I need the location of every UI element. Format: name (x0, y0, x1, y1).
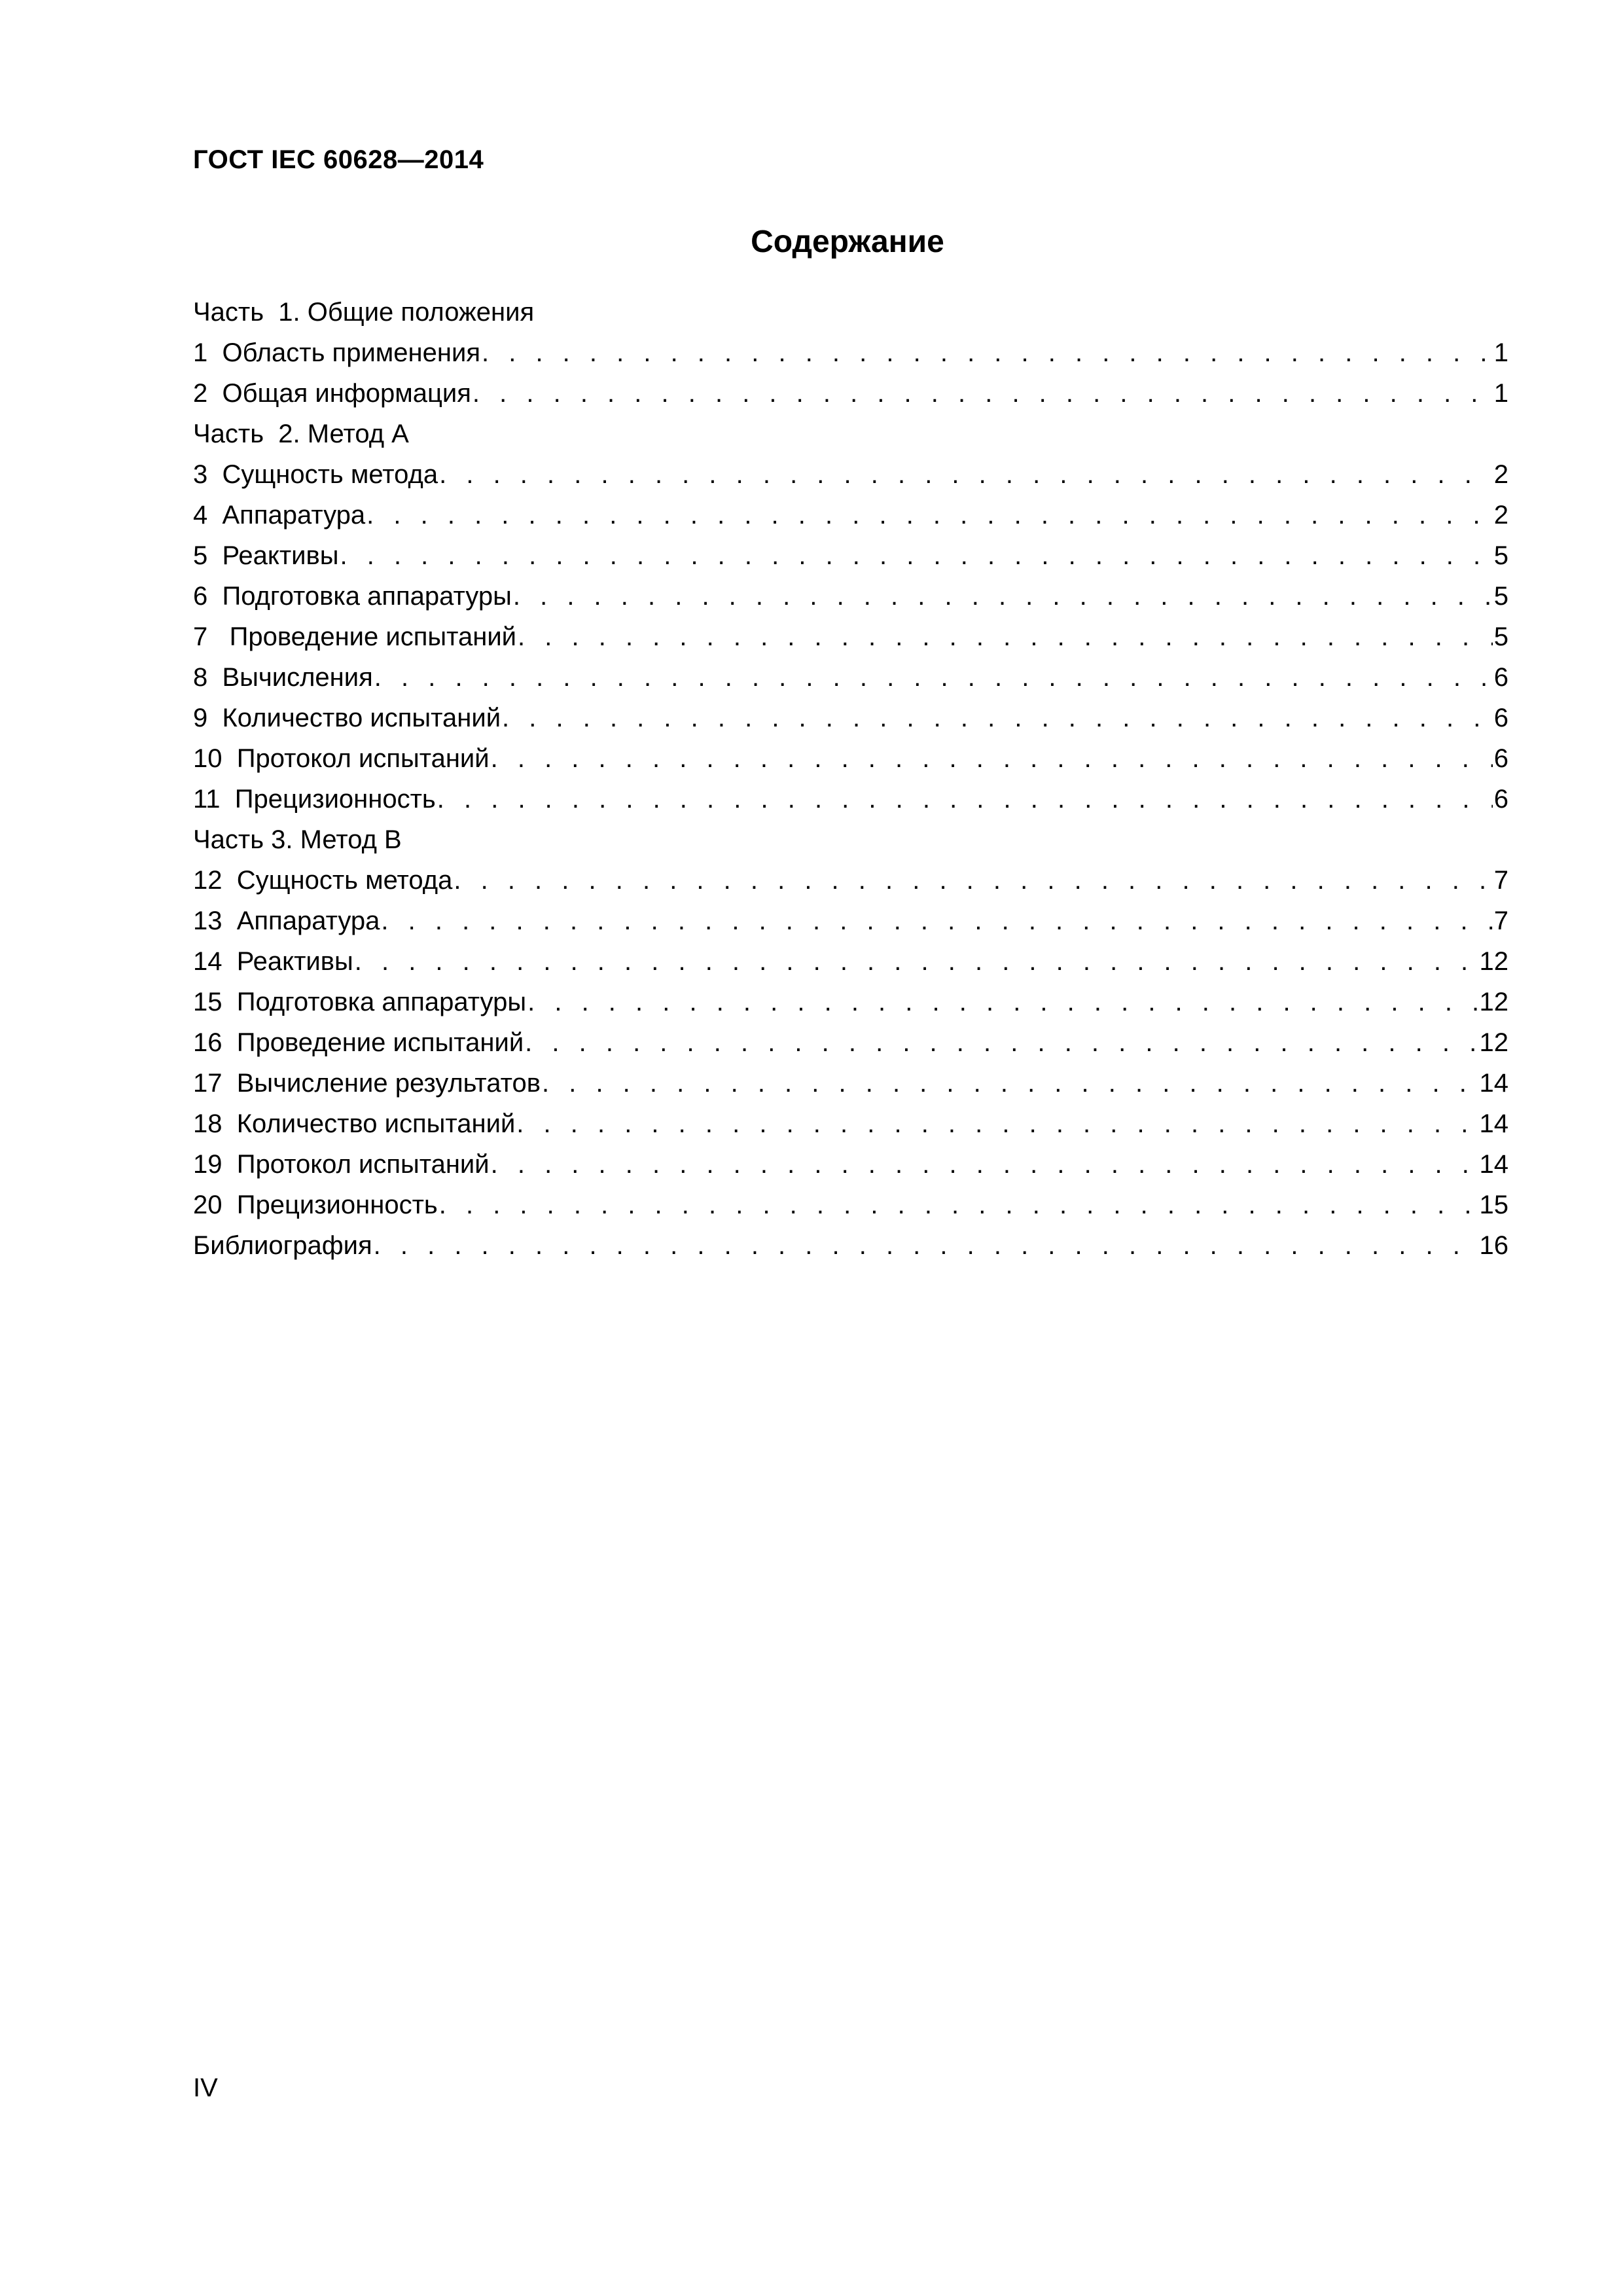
toc-entry-page: 1 (1493, 338, 1508, 367)
toc-entry-label: 17 Вычисление результатов (193, 1069, 541, 1098)
toc-entry[interactable] (193, 1225, 1508, 1266)
toc-entry-label: 15 Подготовка аппаратуры (193, 988, 527, 1016)
toc-entry-label: 16 Проведение испытаний (193, 1028, 524, 1057)
toc-entry-label: 3 Сущность метода (193, 460, 438, 489)
toc-entry-label: 14 Реактивы (193, 947, 353, 976)
toc-entry[interactable] (193, 860, 1508, 901)
toc-dot-leader (491, 1144, 1478, 1185)
toc-entry-label: 18 Количество испытаний (193, 1109, 516, 1138)
toc-entry[interactable] (193, 941, 1508, 982)
toc-dot-leader (340, 535, 1493, 576)
toc-entry[interactable] (193, 535, 1508, 576)
toc-entry-page: 15 (1479, 1191, 1508, 1219)
toc-entry-label: 5 Реактивы (193, 541, 339, 570)
toc-entry-label: 13 Аппаратура (193, 906, 380, 935)
toc-entry[interactable] (193, 738, 1508, 779)
toc-entry-page: 7 (1493, 866, 1508, 895)
toc-title: Содержание (751, 224, 944, 259)
toc-entry-label: 6 Подготовка аппаратуры (193, 582, 512, 611)
toc-dot-leader (513, 576, 1493, 617)
toc-dot-leader (542, 1063, 1478, 1103)
toc-part-heading: Часть 2. Метод А (193, 420, 409, 448)
toc-dot-leader (502, 698, 1493, 738)
standard-code: ГОСТ IEC 60628—2014 (193, 145, 484, 174)
toc-part-heading: Часть 1. Общие положения (193, 298, 535, 327)
toc-entry-label: 7 Проведение испытаний (193, 622, 517, 651)
toc-entry[interactable] (193, 1185, 1508, 1225)
toc-entry-label: 2 Общая информация (193, 379, 471, 408)
toc-entry-page: 14 (1479, 1150, 1508, 1179)
toc-dot-leader (437, 779, 1493, 819)
table-of-contents (193, 292, 1508, 1266)
toc-entry-label: 8 Вычисления (193, 663, 373, 692)
toc-entry[interactable] (193, 1144, 1508, 1185)
toc-dot-leader (527, 982, 1478, 1022)
toc-entry[interactable] (193, 901, 1508, 941)
toc-dot-leader (473, 373, 1493, 414)
toc-entry-page: 12 (1479, 988, 1508, 1016)
toc-dot-leader (491, 738, 1493, 779)
toc-entry[interactable] (193, 698, 1508, 738)
toc-dot-leader (439, 454, 1493, 495)
toc-dot-leader (374, 657, 1493, 698)
toc-entry[interactable] (193, 495, 1508, 535)
toc-entry-page: 6 (1493, 744, 1508, 773)
toc-entry-page: 12 (1479, 1028, 1508, 1057)
toc-entry[interactable] (193, 1103, 1508, 1144)
toc-entry-page: 5 (1493, 622, 1508, 651)
toc-entry-page: 6 (1493, 663, 1508, 692)
toc-entry-label: 19 Протокол испытаний (193, 1150, 490, 1179)
toc-entry-label: 10 Протокол испытаний (193, 744, 490, 773)
toc-entry-page: 1 (1493, 379, 1508, 408)
toc-dot-leader (454, 860, 1492, 901)
toc-dot-leader (439, 1185, 1478, 1225)
toc-entry[interactable] (193, 657, 1508, 698)
toc-dot-leader (482, 332, 1493, 373)
toc-entry-page: 2 (1493, 501, 1508, 529)
toc-dot-leader (516, 1103, 1478, 1144)
toc-dot-leader (381, 901, 1492, 941)
page-number: IV (193, 2073, 218, 2102)
toc-entry-page: 16 (1479, 1231, 1508, 1260)
toc-entry[interactable] (193, 576, 1508, 617)
toc-entry-label: 9 Количество испытаний (193, 704, 501, 732)
toc-entry[interactable] (193, 1063, 1508, 1103)
toc-entry[interactable] (193, 982, 1508, 1022)
toc-entry-label: 4 Аппаратура (193, 501, 366, 529)
toc-entry-page: 14 (1479, 1109, 1508, 1138)
toc-dot-leader (525, 1022, 1478, 1063)
toc-dot-leader (518, 617, 1493, 657)
toc-entry-label: 11 Прецизионность (193, 785, 436, 814)
toc-entry-page: 6 (1493, 785, 1508, 814)
toc-part-heading: Часть 3. Метод В (193, 825, 402, 854)
toc-entry[interactable] (193, 617, 1508, 657)
toc-entry-page: 5 (1493, 582, 1508, 611)
toc-entry-label: Библиография (193, 1231, 372, 1260)
toc-entry-page: 14 (1479, 1069, 1508, 1098)
toc-entry[interactable] (193, 454, 1508, 495)
toc-entry-label: 12 Сущность метода (193, 866, 453, 895)
toc-entry[interactable] (193, 373, 1508, 414)
toc-entry-page: 12 (1479, 947, 1508, 976)
toc-entry-page: 2 (1493, 460, 1508, 489)
toc-entry-label: 20 Прецизионность (193, 1191, 438, 1219)
toc-entry-page: 5 (1493, 541, 1508, 570)
toc-dot-leader (366, 495, 1493, 535)
toc-dot-leader (374, 1225, 1478, 1266)
toc-entry-label: 1 Область применения (193, 338, 480, 367)
toc-entry[interactable] (193, 1022, 1508, 1063)
toc-dot-leader (355, 941, 1478, 982)
toc-entry[interactable] (193, 779, 1508, 819)
toc-entry-page: 7 (1493, 906, 1508, 935)
toc-entry-page: 6 (1493, 704, 1508, 732)
toc-entry[interactable] (193, 332, 1508, 373)
